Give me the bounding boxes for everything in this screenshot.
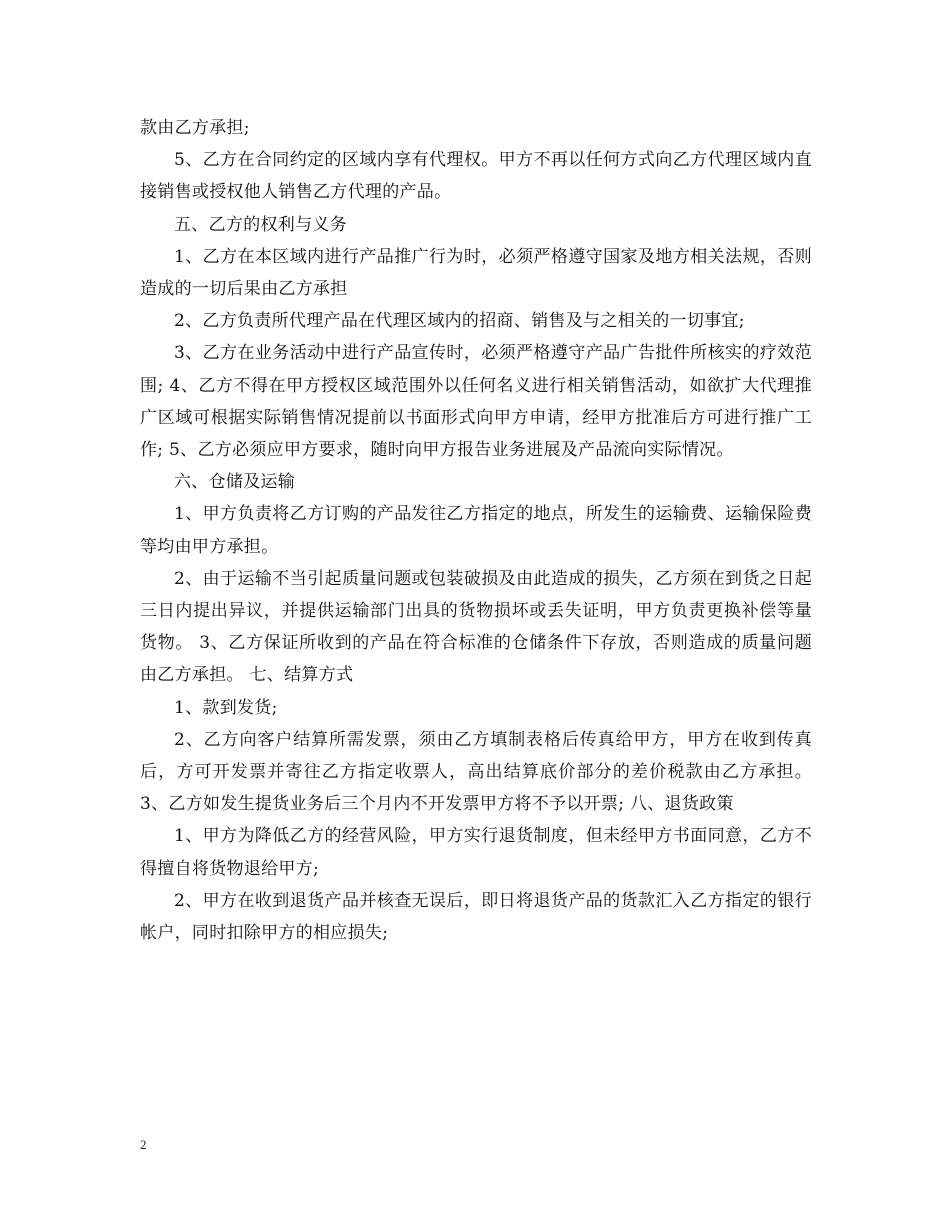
paragraph: 3、乙方在业务活动中进行产品宣传时，必须严格遵守产品广告批件所核实的疗效范围; 4、乙方不得在甲方授权区域范围外以任何名义进行相关销售活动，如欲扩大代理推广区域可根据实际销售情况提前以书面形式向甲方申请，经甲方批准后方可进行推广工作; 5、乙方必须应甲方要求，随时向甲方报告业务进展及产品流向实际情况。 bbox=[140, 343, 812, 461]
paragraph: 2、乙方向客户结算所需发票，须由乙方填制表格后传真给甲方，甲方在收到传真后，方可开发票并寄往乙方指定收票人，高出结算底价部分的差价税款由乙方承担。 3、乙方如发生提货业务后三个月内不开发票甲方将不予以开票; 八、退货政策 bbox=[140, 729, 812, 815]
paragraph: 2、乙方负责所代理产品在代理区域内的招商、销售及与之相关的一切事宜; bbox=[174, 311, 745, 332]
paragraph: 2、由于运输不当引起质量问题或包装破损及由此造成的损失，乙方须在到货之日起三日内提出异议，并提供运输部门出具的货物损坏或丢失证明，甲方负责更换补偿等量货物。 3、乙方保证所收到的产品在符合标准的仓储条件下存放，否则造成的质量问题由乙方承担。 七、结算方式 bbox=[140, 568, 812, 686]
paragraph: 1、甲方为降低乙方的经营风险，甲方实行退货制度，但未经甲方书面同意，乙方不得擅自将货物退给甲方; bbox=[140, 826, 812, 879]
section-heading: 六、仓储及运输 bbox=[174, 472, 296, 493]
section-heading: 五、乙方的权利与义务 bbox=[174, 214, 347, 235]
paragraph: 1、款到发货; bbox=[174, 697, 278, 718]
paragraph: 1、乙方在本区域内进行产品推广行为时，必须严格遵守国家及地方相关法规，否则造成的一切后果由乙方承担 bbox=[140, 246, 812, 300]
paragraph: 1、甲方负责将乙方订购的产品发往乙方指定的地点，所发生的运输费、运输保险费等均由甲方承担。 bbox=[140, 504, 812, 557]
document-body bbox=[140, 112, 812, 949]
page-number: 2 bbox=[140, 1137, 147, 1152]
paragraph: 2、甲方在收到退货产品并核查无误后，即日将退货产品的货款汇入乙方指定的银行帐户，同时扣除甲方的相应损失; bbox=[140, 890, 812, 944]
paragraph: 5、乙方在合同约定的区域内享有代理权。甲方不再以任何方式向乙方代理区域内直接销售或授权他人销售乙方代理的产品。 bbox=[140, 150, 812, 203]
paragraph: 款由乙方承担; bbox=[140, 118, 250, 138]
